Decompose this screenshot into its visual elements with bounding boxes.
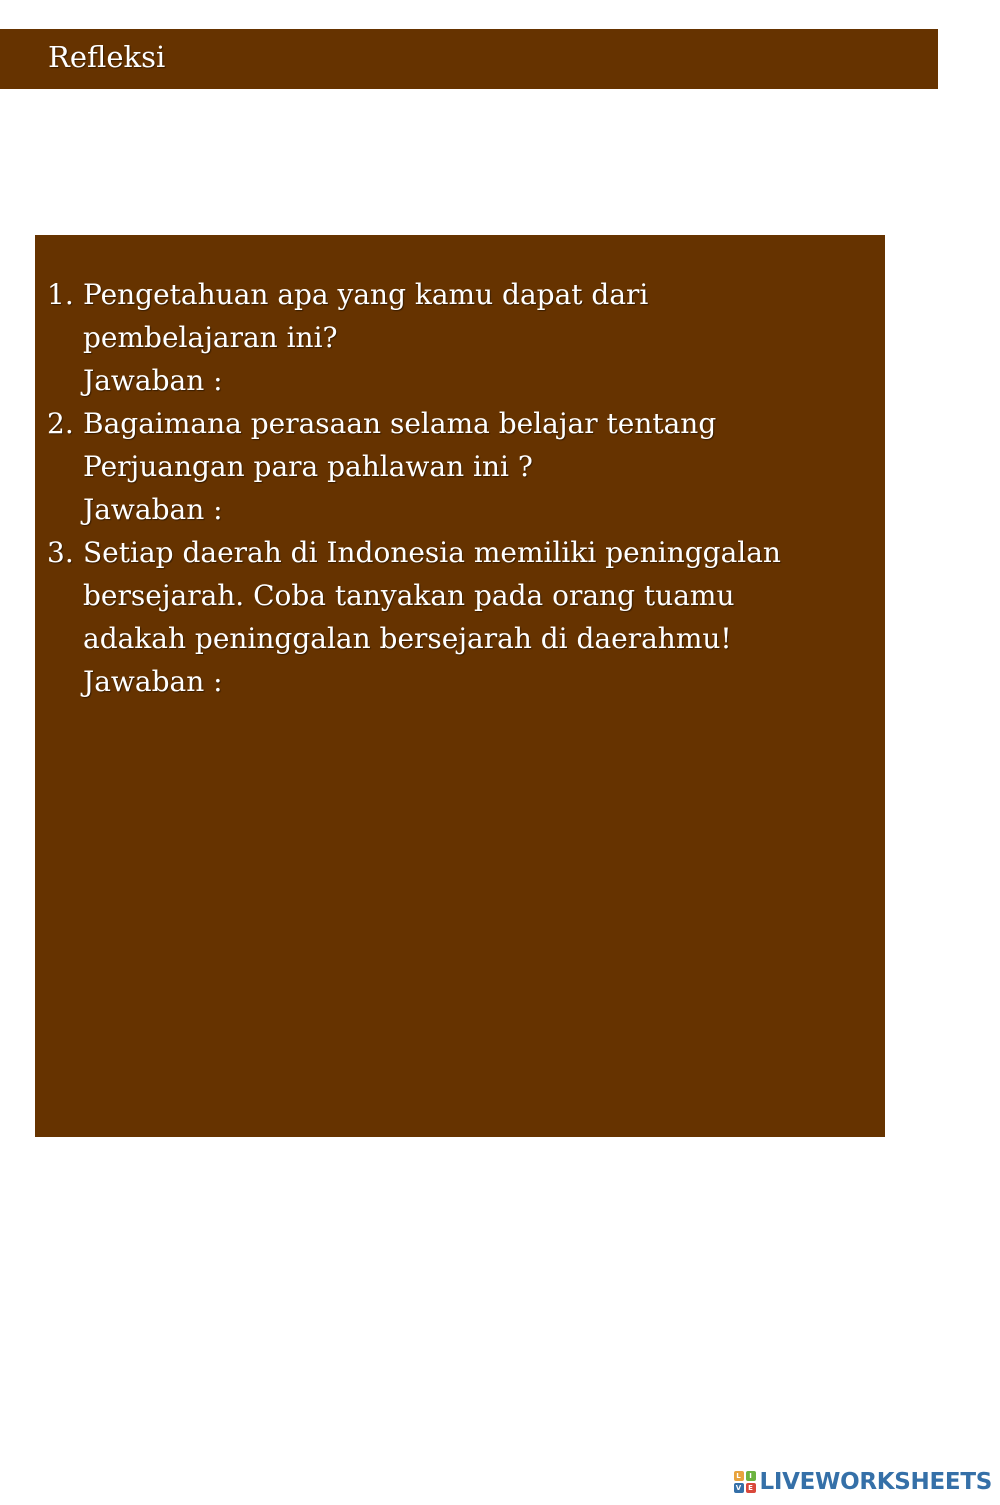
question-text-line: Perjuangan para pahlawan ini ? <box>83 450 533 483</box>
liveworksheets-watermark <box>734 1467 992 1497</box>
question-item-3 <box>47 531 877 703</box>
question-body <box>83 531 877 703</box>
logo-block: L <box>734 1471 744 1481</box>
question-body <box>83 402 877 531</box>
question-number: 2. <box>47 407 74 440</box>
question-item-2 <box>47 402 877 531</box>
question-text-line: Bagaimana perasaan selama belajar tentang <box>83 407 717 440</box>
question-text-line: adakah peninggalan bersejarah di daerahmu! <box>83 622 732 655</box>
page-title: Refleksi <box>48 40 166 74</box>
liveworksheets-logo-icon <box>734 1471 756 1493</box>
reflection-panel <box>35 235 885 1137</box>
logo-block: V <box>734 1483 744 1493</box>
question-list <box>47 273 877 703</box>
question-text-line: bersejarah. Coba tanyakan pada orang tuamu <box>83 579 735 612</box>
answer-label: Jawaban : <box>83 665 223 698</box>
header-bar <box>0 29 938 89</box>
question-text-line: Pengetahuan apa yang kamu dapat dari <box>83 278 649 311</box>
question-item-1 <box>47 273 877 402</box>
question-body <box>83 273 877 402</box>
watermark-text: LIVEWORKSHEETS <box>759 1469 992 1495</box>
question-number: 1. <box>47 278 74 311</box>
answer-label: Jawaban : <box>83 364 223 397</box>
question-text-line: pembelajaran ini? <box>83 321 338 354</box>
logo-block: E <box>746 1483 756 1493</box>
logo-block: I <box>746 1471 756 1481</box>
question-number: 3. <box>47 536 74 569</box>
question-text-line: Setiap daerah di Indonesia memiliki peninggalan <box>83 536 781 569</box>
answer-label: Jawaban : <box>83 493 223 526</box>
